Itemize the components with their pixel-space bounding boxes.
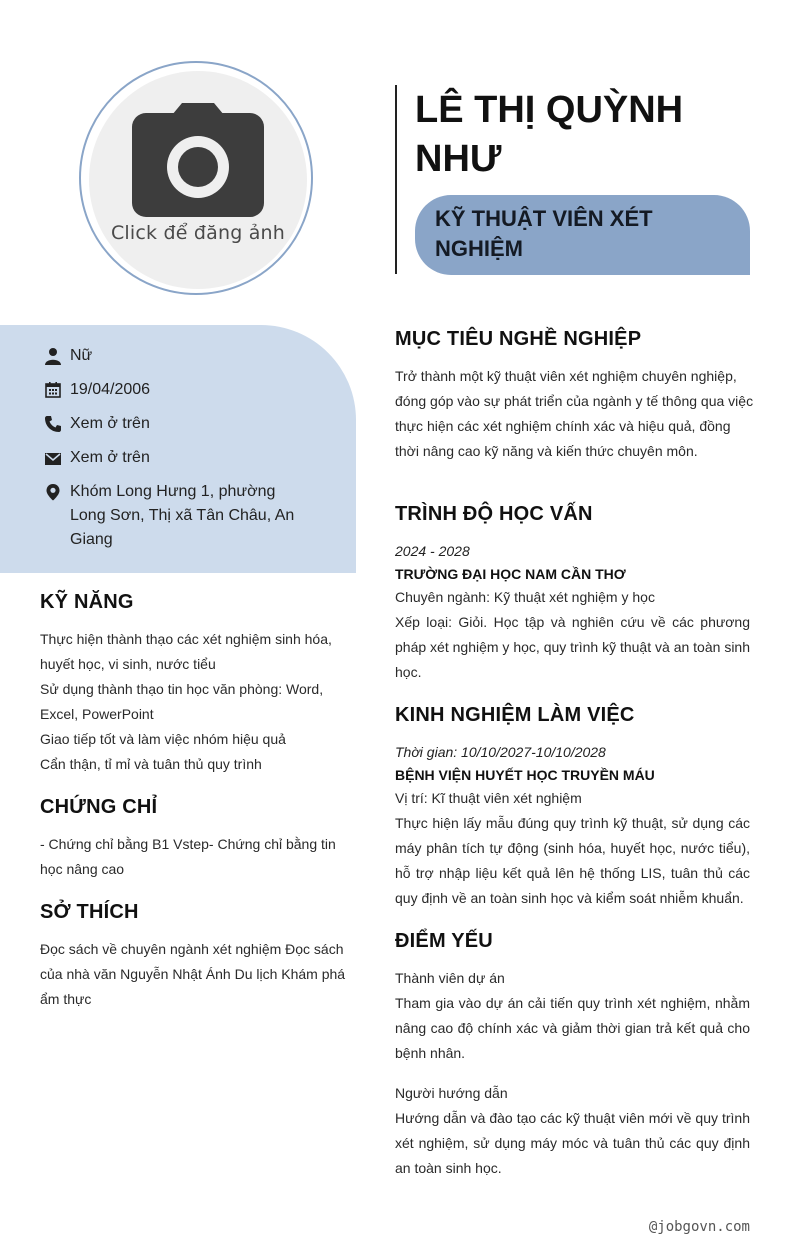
hobbies-text: Đọc sách về chuyên ngành xét nghiệm Đọc sách của nhà văn Nguyễn Nhật Ánh Du lịch Khám phá ẩm thực [40,941,346,1007]
education-major: Chuyên ngành: Kỹ thuật xét nghiệm y học [395,589,655,605]
phone-icon [44,415,62,433]
hobbies-heading: SỞ THÍCH [40,901,139,923]
list-item: Sử dụng thành thạo tin học văn phòng: Word, Excel, PowerPoint [40,681,324,722]
list-item: Cẩn thận, tỉ mỉ và tuân thủ quy trình [40,756,262,772]
address-value: Khóm Long Hưng 1, phường Long Sơn, Thị xã Tân Châu, An Giang [70,483,295,548]
weakness-entry-title: Người hướng dẫn [395,1085,508,1101]
experience-heading: KINH NGHIỆM LÀM VIỆC [395,704,635,726]
weakness-entry-text: Tham gia vào dự án cải tiến quy trình xét nghiệm, nhằm nâng cao độ chính xác và giảm thời gian trả kết quả cho bệnh nhân. [395,995,750,1061]
phone-value: Xem ở trên [70,415,150,432]
certificates-text: - Chứng chỉ bằng B1 Vstep- Chứng chỉ bằng tin học nâng cao [40,836,336,877]
education-heading: TRÌNH ĐỘ HỌC VẤN [395,503,593,525]
full-name: LÊ THỊ QUỲNH NHƯ [415,89,684,180]
weakness-heading: ĐIỂM YẾU [395,930,493,952]
weakness-entry-title: Thành viên dự án [395,970,505,986]
certificates-heading: CHỨNG CHỈ [40,796,158,818]
education-period: 2024 - 2028 [395,543,470,559]
education-detail: Xếp loại: Giỏi. Học tập và nghiên cứu về các phương pháp xét nghiệm y học, quy trình kỹ thuật và an toàn sinh học. [395,614,750,680]
location-pin-icon [44,483,62,501]
list-item: Giao tiếp tốt và làm việc nhóm hiệu quả [40,731,286,747]
education-school: TRƯỜNG ĐẠI HỌC NAM CẦN THƠ [395,566,626,582]
experience-period: Thời gian: 10/10/2027-10/10/2028 [395,744,606,760]
skills-heading: KỸ NĂNG [40,591,134,613]
list-item: Thực hiện thành thạo các xét nghiệm sinh hóa, huyết học, vi sinh, nước tiểu [40,631,332,672]
camera-icon [132,101,264,217]
experience-detail: Thực hiện lấy mẫu đúng quy trình kỹ thuật, sử dụng các máy phân tích tự động (sinh hóa, huyết học, nước tiểu), hỗ trợ nhập liệu kết quả lên hệ thống LIS, tuân thủ các quy định về an toàn sinh học và kiểm soát nhiễm khuẩn. [395,815,750,906]
email-icon [44,450,62,468]
experience-company: BỆNH VIỆN HUYẾT HỌC TRUYỀN MÁU [395,767,655,783]
experience-role: Vị trí: Kĩ thuật viên xét nghiệm [395,790,582,806]
watermark: @jobgovn.com [648,1219,750,1235]
position-title: KỸ THUẬT VIÊN XÉT NGHIỆM [435,206,653,261]
objective-heading: MỤC TIÊU NGHỀ NGHIỆP [395,328,642,350]
skills-list [40,627,340,777]
photo-upload-caption[interactable]: Click để đăng ảnh [110,222,286,244]
email-value: Xem ở trên [70,449,150,466]
weakness-entry-text: Hướng dẫn và đào tạo các kỹ thuật viên mới về quy trình xét nghiệm, sử dụng máy móc và tuân thủ các quy định an toàn sinh học. [395,1110,750,1176]
birthday-value: 19/04/2006 [70,381,151,398]
gender-value: Nữ [70,347,93,364]
calendar-icon [44,381,62,399]
name-divider [395,85,397,274]
objective-text: Trở thành một kỹ thuật viên xét nghiệm chuyên nghiệp, đóng góp vào sự phát triển của ngành y tế thông qua việc thực hiện các xét nghiệm chính xác và hiệu quả, đồng thời nâng cao kỹ năng và kiến thức chuyên môn. [395,368,754,459]
person-icon [44,347,62,365]
